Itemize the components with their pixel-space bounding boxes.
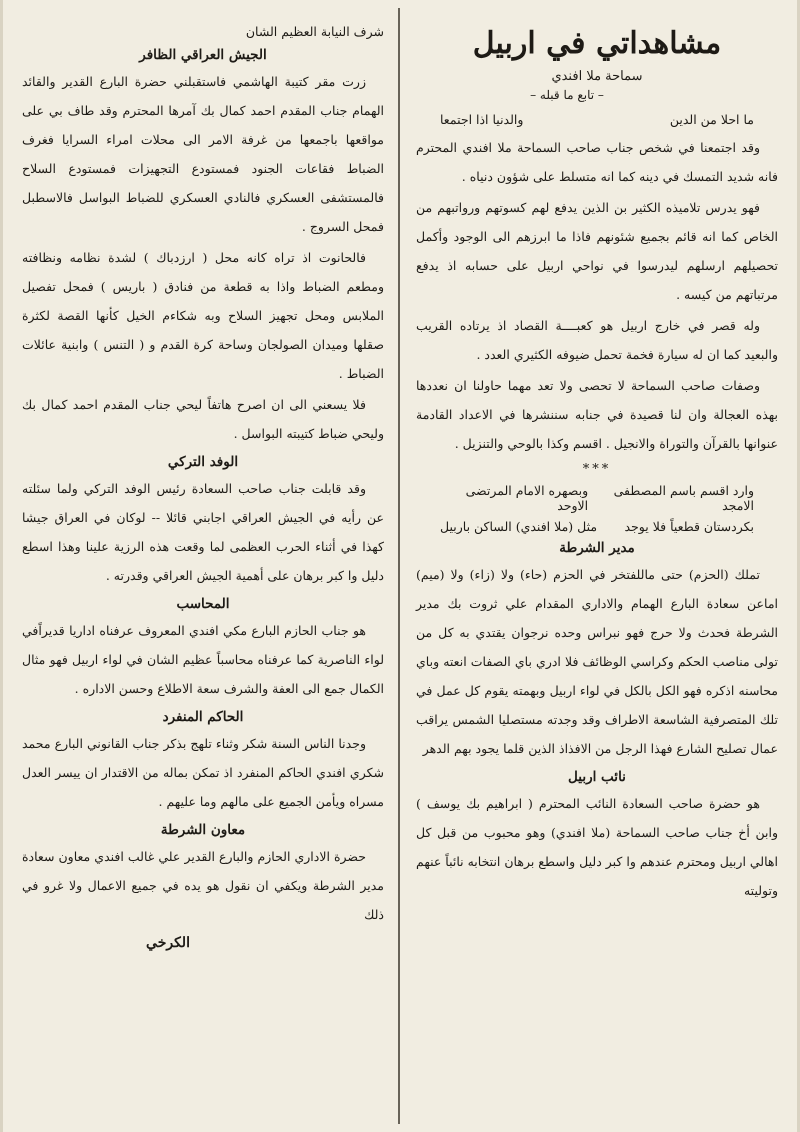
poem-hemistich: مثل (ملا افندي) الساكن باربيل [440,519,598,534]
article-byline: سماحة ملا افندي [551,69,643,84]
article-title: مشاهداتي في اربيل [472,26,722,61]
poem-hemistich: وارد اقسم باسم المصطفى الامجد [613,483,754,513]
section-heading: مدير الشرطة [559,540,635,556]
paragraph: وصفات صاحب السماحة لا تحصى ولا تعد مهما حاولنا ان نعددها بهذه العجالة وان لنا قصيدة في جنابه سننشرها في الاعداد القادمة عنوانها بالقرآن والتوراة والانجيل . اقسم وكذا بالوحي والتنزيل . [416,378,778,451]
column-divider [398,8,400,1124]
paragraph: وقد اجتمعنا في شخص جناب صاحب السماحة ملا افندي المحترم فانه شديد التمسك في دينه كما انه متسلط على شؤون دنياه . [416,140,778,184]
paragraph: فلا يسعني الى ان اصرح هاتفاً ليحي جناب المقدم احمد كمال بك وليحي ضباط كتيبته البواسل . [22,397,384,441]
poem-hemistich: بكردستان قطعياً فلا يوجد [624,519,754,534]
column-top-line: شرف النيابة العظيم الشان [245,24,384,39]
verse-part-a: ما احلا من الدين [669,112,754,127]
poem-hemistich: وبصهره الامام المرتضى الاوحد [465,483,589,513]
left-column [0,12,396,1092]
opening-verse [440,112,754,127]
author-signature: الكرخي [146,935,190,951]
section-separator: *** [582,462,612,477]
paragraph: فالحانوت اذ تراه كانه محل ( ارزدباك ) لشدة نظامه ونظافته ومطعم الضباط واذا به قطعة من فنادق ( باريس ) فمحل تفصيل الملابس ومحل تجهيز السلاح وبه شكاءم الخيل كأنها القصة لكثرة صقلها وميدان الصولجان وساحة كرة القدم و ( التنس ) وابنية عائلات الضباط . [22,250,384,381]
poem-line [440,483,754,513]
section-heading: الجيش العراقي الظافر [139,47,267,63]
right-column [404,12,800,1092]
section-heading: معاون الشرطة [160,822,246,838]
paragraph: هو جناب الحازم البارع مكي افندي المعروف عرفناه اداريا قديراًفي لواء الناصرية كما عرفناه محاسباً عظيم الشان في لواء اربيل فهو مثال الكمال جمع الى العفة والشرف سعة الاطلاع وحسن الاداره . [22,623,384,696]
section-heading: الحاكم المنفرد [162,709,244,725]
paragraph: وله قصر في خارج اربيل هو كعبــــة القصاد اذ يرتاده القريب والبعيد كما ان له سيارة فخمة تحمل ضيوفه الكثيري العدد . [416,318,778,362]
paragraph: حضرة الاداري الحازم والبارع القدير علي غالب افندي معاون سعادة مدير الشرطة ويكفي ان نقول هو يده في جميع الاعمال ولا غرو في ذلك [22,849,384,922]
paragraph: تملك (الحزم) حتى ماللفتخر في الحزم (حاء) ولا (زاء) ولا (ميم) اماعن سعادة البارع الهمام والاداري المقدام علي ثروت بك مدير الشرطة فحدث ولا حرج فهو نبراس وحده نرجوان يقتدي به كل من تولى مناصب الحكم وكراسي الوظائف فلا ادري باي الصفات انعته وباي محاسنه اذكره فهو الكل بالكل في لواء اربيل وبهمته يقوم كل عمل في تلك المتصرفية الشاسعة الاطراف وقد وجدته مستصليا الشمس يراقب عمال تصليح الشارع فهذا الرجل من الافذاذ الذين قلما يجود بهم الدهر [416,567,778,756]
paragraph: وقد قابلت جناب صاحب السعادة رئيس الوفد التركي ولما سئلته عن رأيه في الجيش العراقي اجابني قائلا -- لوكان في العراق جيشا كهذا في أثناء الحرب العظمى لما وقعت هذه الرزية علينا وهذا اسطع دليل وا كبر برهان على أهمية الجيش العراقي وقدرته . [22,481,384,583]
section-heading: نائب اربيل [568,769,626,785]
paragraph: زرت مقر كتيبة الهاشمي فاستقبلني حضرة البارع القدير والقائد الهمام جناب المقدم احمد كمال بك آمرها المحترم وقد طاف بي على مواقعها باجمعها من غرفة الامر الى محلات امراء السرايا فغرف الضباط فقاعات الجنود فمستودع التجهيزات فمستودع السلاح فالمستشفى العسكري فالنادي العسكري للضباط البواسل فالاسطبل فمحل السروج . [22,74,384,234]
continued-note: – تابع ما قبله – [530,88,604,102]
paragraph: وجدنا الناس السنة شكر وثناء تلهج بذكر جناب القانوني البارع محمد شكري افندي الحاكم المنفرد اذ تمكن بماله من الاقتدار ان ييسر العدل مسراه ويأمن الجميع على مالهم وما عليهم . [22,736,384,809]
poem-line [440,519,754,534]
section-heading: المحاسب [176,596,230,612]
verse-part-b: والدنيا اذا اجتمعا [440,112,524,127]
paragraph: هو حضرة صاحب السعادة النائب المحترم ( ابراهيم بك يوسف ) وابن أخ جناب صاحب السماحة (ملا افندي) وهو محبوب من قبل كل اهالي اربيل ومحترم عندهم وا كبر دليل واسطع برهان انتخابه نائباً عنهم وتوليته [416,796,778,898]
section-heading: الوفد التركي [167,454,239,470]
paragraph: فهو يدرس تلاميذه الكثير بن الذين يدفع لهم كسوتهم ورواتبهم من الخاص كما انه قائم بجميع شئونهم فاذا ما ابرزهم الى الوجود وأكمل تحصيلهم ارسلهم ليدرسوا في نواحي اربيل على حسابه اذ يدفع مرتباتهم من كيسه . [416,200,778,302]
